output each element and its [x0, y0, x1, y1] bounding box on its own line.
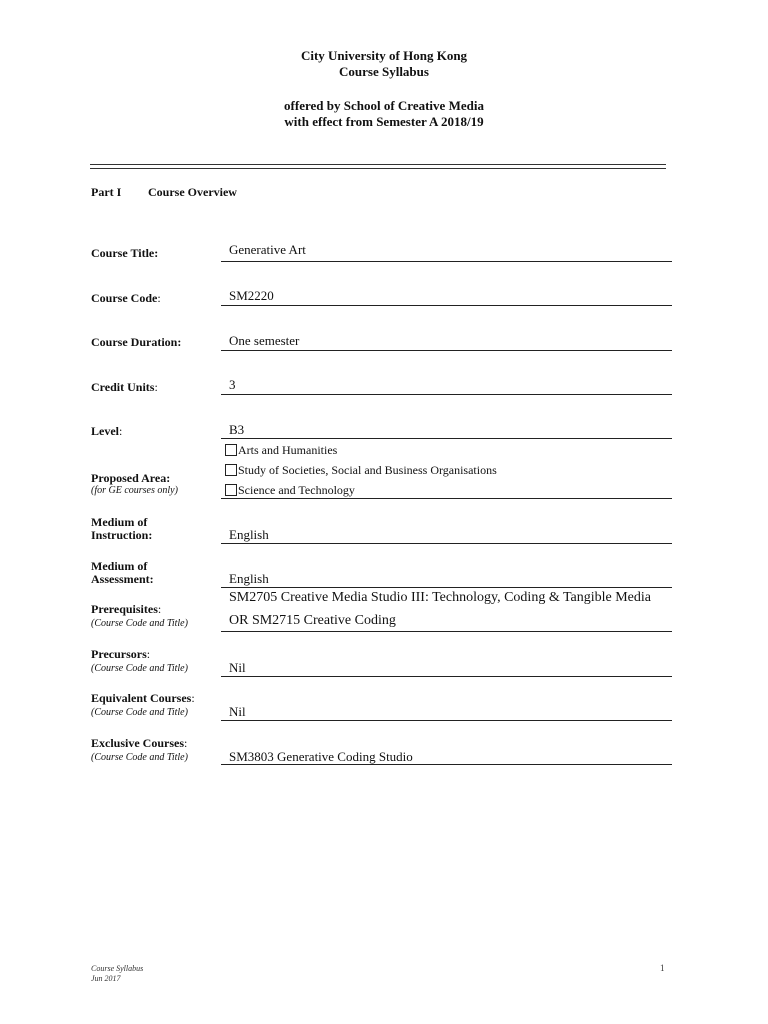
medium-instruction-label-line1: Medium of	[91, 515, 148, 529]
checkbox-icon[interactable]	[225, 444, 237, 456]
course-title-underline	[221, 261, 672, 262]
header-rule-bottom	[90, 168, 666, 169]
exclusive-courses-underline	[221, 764, 672, 765]
checkbox-icon[interactable]	[225, 464, 237, 476]
document-title: Course Syllabus	[339, 64, 429, 79]
medium-assessment-underline	[221, 587, 672, 588]
proposed-area-label: Proposed Area:	[91, 471, 171, 485]
prerequisites-label: Prerequisites:	[91, 602, 162, 616]
university-name: City University of Hong Kong	[300, 48, 468, 63]
medium-assessment-value: English	[229, 571, 269, 586]
area-option-arts[interactable]	[225, 443, 337, 457]
precursors-value: Nil	[229, 660, 246, 675]
prerequisites-underline	[221, 631, 672, 632]
course-code-label: Course Code:	[91, 291, 161, 305]
medium-instruction-value: English	[229, 527, 269, 542]
prerequisites-value-line2: OR SM2715 Creative Coding	[229, 613, 396, 628]
page-number: 1	[660, 963, 665, 973]
equivalent-courses-value: Nil	[229, 704, 246, 719]
equivalent-courses-label: Equivalent Courses:	[91, 691, 195, 705]
effective-semester: with effect from Semester A 2018/19	[284, 114, 484, 129]
exclusive-courses-label: Exclusive Courses:	[91, 736, 188, 750]
proposed-area-underline	[221, 498, 672, 499]
precursors-label: Precursors:	[91, 647, 151, 661]
area-option-societies[interactable]	[225, 463, 497, 477]
part-title: Course Overview	[148, 185, 237, 199]
course-code-underline	[221, 305, 672, 306]
medium-assessment-label-line2: Assessment:	[91, 572, 154, 586]
precursors-underline	[221, 676, 672, 677]
header-rule-top	[90, 164, 666, 165]
footer-date: Jun 2017	[91, 974, 121, 983]
medium-instruction-underline	[221, 543, 672, 544]
course-title-value: Generative Art	[229, 242, 306, 257]
equivalent-courses-note: (Course Code and Title)	[91, 707, 188, 718]
offered-by: offered by School of Creative Media	[284, 98, 484, 113]
area-option-label: Study of Societies, Social and Business Organisations	[238, 463, 497, 477]
precursors-note: (Course Code and Title)	[91, 663, 188, 674]
credit-units-value: 3	[229, 377, 236, 392]
checkbox-icon[interactable]	[225, 484, 237, 496]
proposed-area-note: (for GE courses only)	[91, 485, 178, 496]
level-underline	[221, 438, 672, 439]
part-number: Part I	[91, 185, 122, 199]
course-code-value: SM2220	[229, 288, 274, 303]
prerequisites-value-line1: SM2705 Creative Media Studio III: Technology, Coding & Tangible Media	[229, 590, 652, 605]
level-label: Level:	[91, 424, 123, 438]
exclusive-courses-note: (Course Code and Title)	[91, 752, 188, 763]
area-option-label: Arts and Humanities	[238, 443, 338, 457]
credit-units-label: Credit Units:	[91, 380, 158, 394]
course-duration-value: One semester	[229, 333, 300, 348]
level-value: B3	[229, 422, 245, 437]
area-option-label: Science and Technology	[238, 483, 355, 497]
equivalent-courses-underline	[221, 720, 672, 721]
course-duration-underline	[221, 350, 672, 351]
medium-assessment-label-line1: Medium of	[91, 559, 148, 573]
course-duration-label: Course Duration:	[91, 335, 182, 349]
course-title-label: Course Title:	[91, 246, 159, 260]
credit-units-underline	[221, 394, 672, 395]
medium-instruction-label-line2: Instruction:	[91, 528, 153, 542]
footer-doc-title: Course Syllabus	[91, 964, 144, 973]
prerequisites-note: (Course Code and Title)	[91, 618, 188, 629]
area-option-science[interactable]	[225, 483, 355, 497]
exclusive-courses-value: SM3803 Generative Coding Studio	[229, 749, 413, 764]
